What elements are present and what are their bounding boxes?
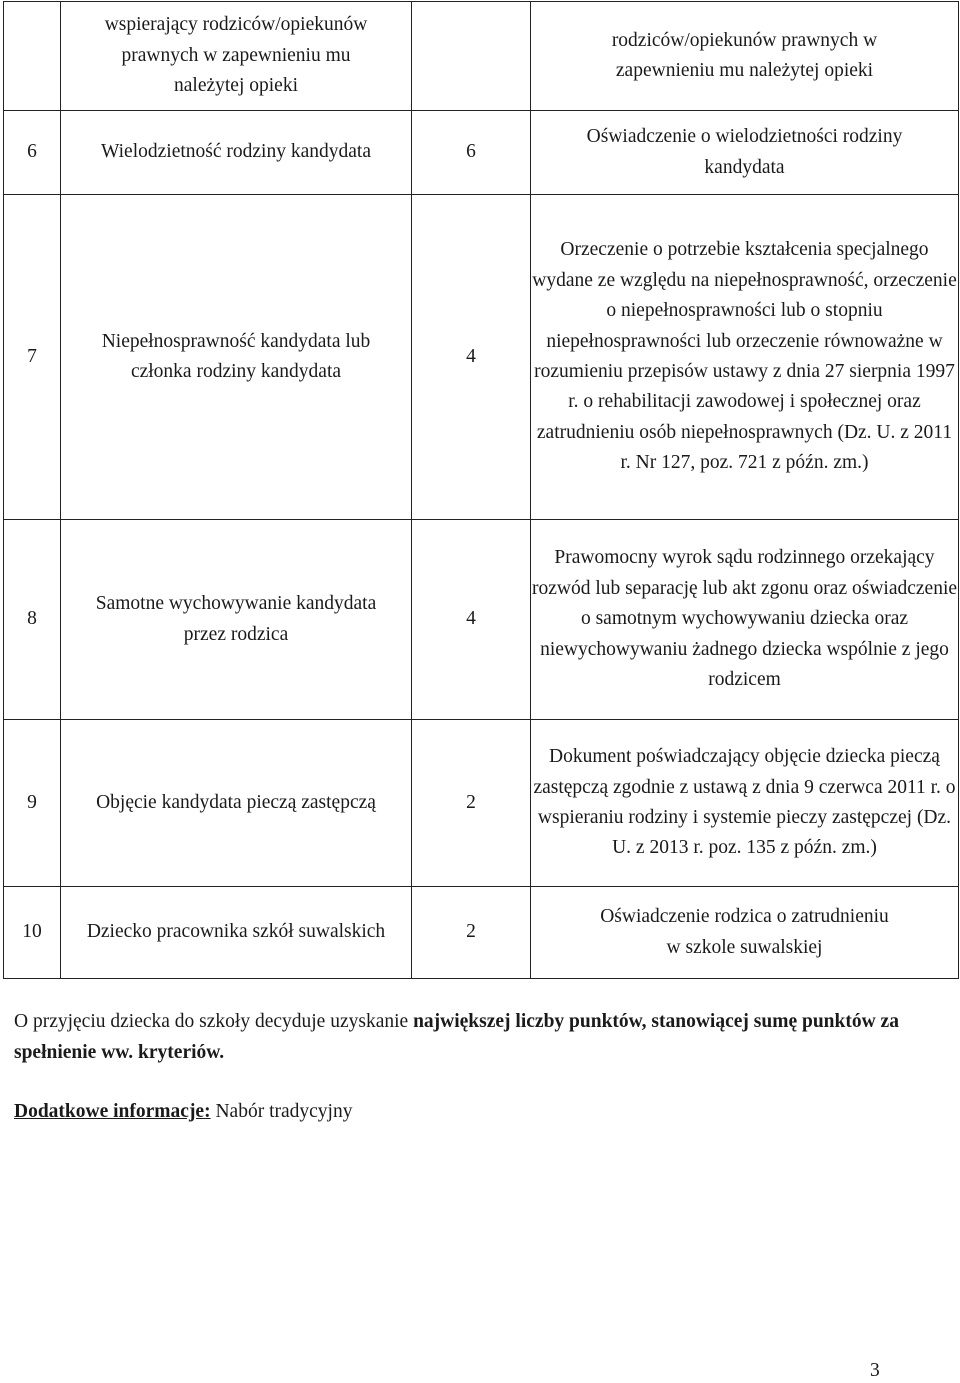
admission-rule-emphasis: największej liczby punktów, stanowiącej sumę punktów za spełnienie ww. kryteriów. (14, 1011, 899, 1063)
document-cell: Prawomocny wyrok sądu rodzinnego orzekający rozwód lub separację lub akt zgonu oraz oświadczenie o samotnym wychowywaniu dziecka oraz niewychowywaniu żadnego dziecka wspólnie z jego rodzicem (531, 520, 959, 720)
document-cell: rodziców/opiekunów prawnych w zapewnieniu mu należytej opieki (531, 2, 959, 111)
criterion-cell: wspierający rodziców/opiekunów prawnych w zapewnieniu mu należytej opieki (61, 2, 412, 111)
additional-info-label: Dodatkowe informacje: (14, 1101, 211, 1122)
row-number-cell (4, 2, 61, 111)
points-cell: 4 (412, 195, 531, 520)
row-number-cell: 8 (4, 520, 61, 720)
document-cell: Oświadczenie o wielodzietności rodziny kandydata (531, 111, 959, 195)
points-cell: 2 (412, 887, 531, 979)
additional-info-value: Nabór tradycyjny (210, 1101, 353, 1122)
criterion-cell: Objęcie kandydata pieczą zastępczą (61, 720, 412, 887)
points-cell (412, 2, 531, 111)
table-row (4, 2, 959, 111)
table-row (4, 887, 959, 979)
document-cell: Oświadczenie rodzica o zatrudnieniu w szkole suwalskiej (531, 887, 959, 979)
page-number: 3 (870, 1360, 880, 1381)
criterion-cell: Niepełnosprawność kandydata lub członka rodziny kandydata (61, 195, 412, 520)
admission-rule-lead: O przyjęciu dziecka do szkoły decyduje uzyskanie (14, 1011, 414, 1032)
document-cell: Dokument poświadczający objęcie dziecka pieczą zastępczą zgodnie z ustawą z dnia 9 czerwca 2011 r. o wspieraniu rodziny i systemie pieczy zastępczej (Dz. U. z 2013 r. poz. 135 z późn. zm.) (531, 720, 959, 887)
criterion-cell: Dziecko pracownika szkół suwalskich (61, 887, 412, 979)
document-cell: Orzeczenie o potrzebie kształcenia specjalnego wydane ze względu na niepełnosprawność, orzeczenie o niepełnosprawności lub o stopniu niepełnosprawności lub orzeczenie równoważne w rozumieniu przepisów ustawy z dnia 27 sierpnia 1997 r. o rehabilitacji zawodowej i społecznej oraz zatrudnieniu osób niepełnosprawnych (Dz. U. z 2011 r. Nr 127, poz. 721 z późn. zm.) (531, 195, 959, 520)
row-number-cell: 7 (4, 195, 61, 520)
table-row (4, 520, 959, 720)
criteria-table (3, 1, 959, 979)
additional-info (14, 1096, 352, 1127)
points-cell: 4 (412, 520, 531, 720)
row-number-cell: 9 (4, 720, 61, 887)
row-number-cell: 10 (4, 887, 61, 979)
points-cell: 6 (412, 111, 531, 195)
admission-rule-note (14, 1006, 954, 1068)
criterion-cell: Wielodzietność rodziny kandydata (61, 111, 412, 195)
table-row (4, 111, 959, 195)
criterion-cell: Samotne wychowywanie kandydata przez rodzica (61, 520, 412, 720)
table-row (4, 720, 959, 887)
row-number-cell: 6 (4, 111, 61, 195)
points-cell: 2 (412, 720, 531, 887)
table-row (4, 195, 959, 520)
